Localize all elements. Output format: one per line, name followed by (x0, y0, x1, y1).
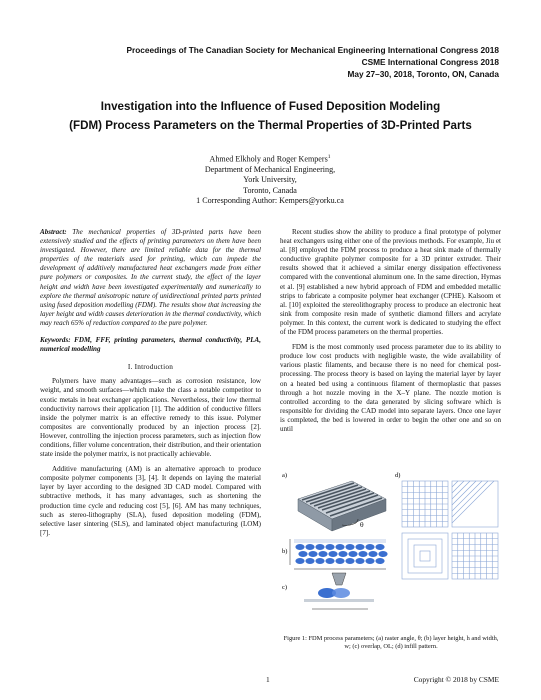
author-university: York University, (243, 175, 297, 185)
figure-1-caption: Figure 1: FDM process parameters; (a) raster angle, θ; (b) layer height, h and width, w; (c) overlap, OL; (d) infill pattern. (283, 635, 499, 651)
intro-paragraph-1: Polymers have many advantages—such as corrosion resistance, low weight, and smooth surfaces—which make the class a notable competitor to exotic metals in heat exchanger applications. Nevertheless, their low thermal conductivity narrows their application [1]. The addition of conductive fillers inside the polymer matrix is an effective remedy to this issue. Polymer composites are conventionally produced by an injection process [2]. However, controlling the injection process parameters, such as injection flow conditions, filler volume concentration, their distribution, and their orientation state inside the polymer matrix, is not practically achievable. (40, 377, 261, 459)
deposited-bead (368, 551, 377, 557)
congress-line: CSME International Congress 2018 (361, 57, 499, 67)
deposited-bead (355, 558, 364, 564)
author-superscript: 1 (327, 154, 331, 160)
figure-1 (282, 469, 500, 631)
deposited-bead (375, 558, 384, 564)
keywords: Keywords: FDM, FFF, printing parameters, thermal conductivity, PLA, numerical modelling (40, 336, 261, 354)
abstract (40, 228, 261, 328)
deposited-bead (315, 544, 324, 550)
title-line-1: Investigation into the Influence of Fused Deposition Modeling (100, 100, 441, 113)
deposited-bead (345, 558, 354, 564)
infill-pattern-panel (402, 481, 498, 579)
page-number: 1 (266, 675, 270, 684)
author-block (140, 152, 400, 206)
deposited-bead (305, 544, 314, 550)
right-column (280, 228, 501, 440)
infill-line (452, 481, 476, 505)
overlap-panel (304, 573, 374, 609)
left-column (40, 228, 261, 544)
date-location-line: May 27–30, 2018, Toronto, ON, Canada (347, 69, 499, 79)
right-paragraph-1: Recent studies show the ability to produce a final prototype of polymer heat exchangers using either one of the previous methods. For example, Jiu et al. [8] employed the FDM process to produce a heat sink made of thermally conductive graphite polymer composite for a 3D printer extruder. Their results showed that it achieved a similar energy dissipation effectiveness compared with the conventional aluminum one. In the same direction, Hymas et al. [9] established a new hybrid approach of FDM and embedded metallic strips to fabricate a composite polymer heat exchanger (CPHE). Kalsoom et al. [10] exploited the stereolithography process to produce an electronic heat sink from composite resin made of synthetic diamond fillers and acrylate polymer. In this context, the current work is dedicated to studying the effect of the FDM process parameters on the thermal properties. (280, 228, 501, 337)
infill-line (452, 481, 488, 517)
panel-label-d: d) (395, 472, 401, 479)
deposited-bead (358, 551, 367, 557)
intro-paragraph-2: Additive manufacturing (AM) is an alternative approach to produce composite polymer components [3], [4]. It depends on laying the material layer by layer according to the designed 3D CAD model. Compared with subtractive methods, it has many advantages, such as shortening the production time cycle and reducing cost [5], [6]. AM has many techniques, such as stereo-lithography (SLA), fused deposition modeling (FDM), selective laser sintering (SLS), and laminated object manufacturing (LOM) [7]. (40, 465, 261, 537)
paper-title (40, 97, 501, 135)
deposited-bead (345, 544, 354, 550)
deposited-bead (335, 544, 344, 550)
author-city: Toronto, Canada (243, 185, 297, 195)
right-paragraph-2: FDM is the most commonly used process parameter due to its ability to produce low cost products with negligible waste, the wide availability of various plastic filaments, and because there is no need for chemical post-processing. The process theory is based on laying the material layer by layer on a heated bed using a continuous filament of thermoplastic that passes through a hot nozzle moving in the X–Y plane. The nozzle motion is controlled according to the data generated by slicing software which is responsible for dividing the CAD model into separate layers. Once one layer is completed, the bed is lowered in order to begin the other one and so on until (280, 343, 501, 433)
author-names (140, 152, 400, 165)
proceedings-line: Proceedings of The Canadian Society for Mechanical Engineering International Congress 2018 (126, 45, 499, 55)
infill-line (452, 481, 494, 523)
deposited-bead (338, 551, 347, 557)
deposited-bead (378, 551, 387, 557)
deposited-bead (305, 558, 314, 564)
section-heading-introduction: I. Introduction (127, 362, 174, 372)
copyright: Copyright © 2018 by CSME (413, 675, 499, 684)
author-names-text: Ahmed Elkholy and Roger Kempers (209, 154, 328, 164)
deposited-bead (365, 544, 374, 550)
deposited-bead (318, 551, 327, 557)
corresponding-author: 1 Corresponding Author: Kempers@yorku.ca (196, 195, 344, 205)
deposited-bead (335, 558, 344, 564)
infill-line (452, 481, 464, 493)
panel-label-b: b) (282, 548, 288, 555)
deposited-bead (365, 558, 374, 564)
deposited-bead (375, 544, 384, 550)
deposited-bead (348, 551, 357, 557)
deposited-bead (298, 551, 307, 557)
deposited-bead (308, 551, 317, 557)
infill-line (452, 481, 482, 511)
deposited-bead (328, 551, 337, 557)
infill-line (452, 481, 458, 487)
deposited-bead (295, 558, 304, 564)
deposited-bead (325, 558, 334, 564)
figure-1-illustration (282, 469, 500, 631)
deposited-bead (295, 544, 304, 550)
deposited-bead (355, 544, 364, 550)
title-line-2: (FDM) Process Parameters on the Thermal Properties of 3D-Printed Parts (69, 119, 472, 132)
theta-symbol: θ (360, 522, 364, 529)
raster-angle-panel (298, 481, 386, 531)
panel-label-c: c) (282, 584, 288, 591)
abstract-text: The mechanical properties of 3D-printed parts have been extensively studied and the effects of printing parameters on them have been investigated. However, there are limited reliable data for the thermal properties of the materials used for printing, which can impede the development of additively manufactured heat exchangers made from either pure polymers or composites. In the current study, the effect of the layer height and width have been investigated experimentally and numerically to explore the thermal anisotropic nature of unidirectional printed parts printed using fused deposition modelling (FDM). The results show that increasing the layer height and width causes deterioration in the thermal conductivity, which may reach 65% of reduction compared to the pure polymer. (40, 228, 261, 327)
panel-label-a: a) (282, 472, 288, 479)
deposited-bead (315, 558, 324, 564)
author-department: Department of Mechanical Engineering, (204, 164, 336, 174)
layer-height-panel (290, 539, 388, 569)
deposited-bead (325, 544, 334, 550)
abstract-label: Abstract: (40, 228, 67, 236)
